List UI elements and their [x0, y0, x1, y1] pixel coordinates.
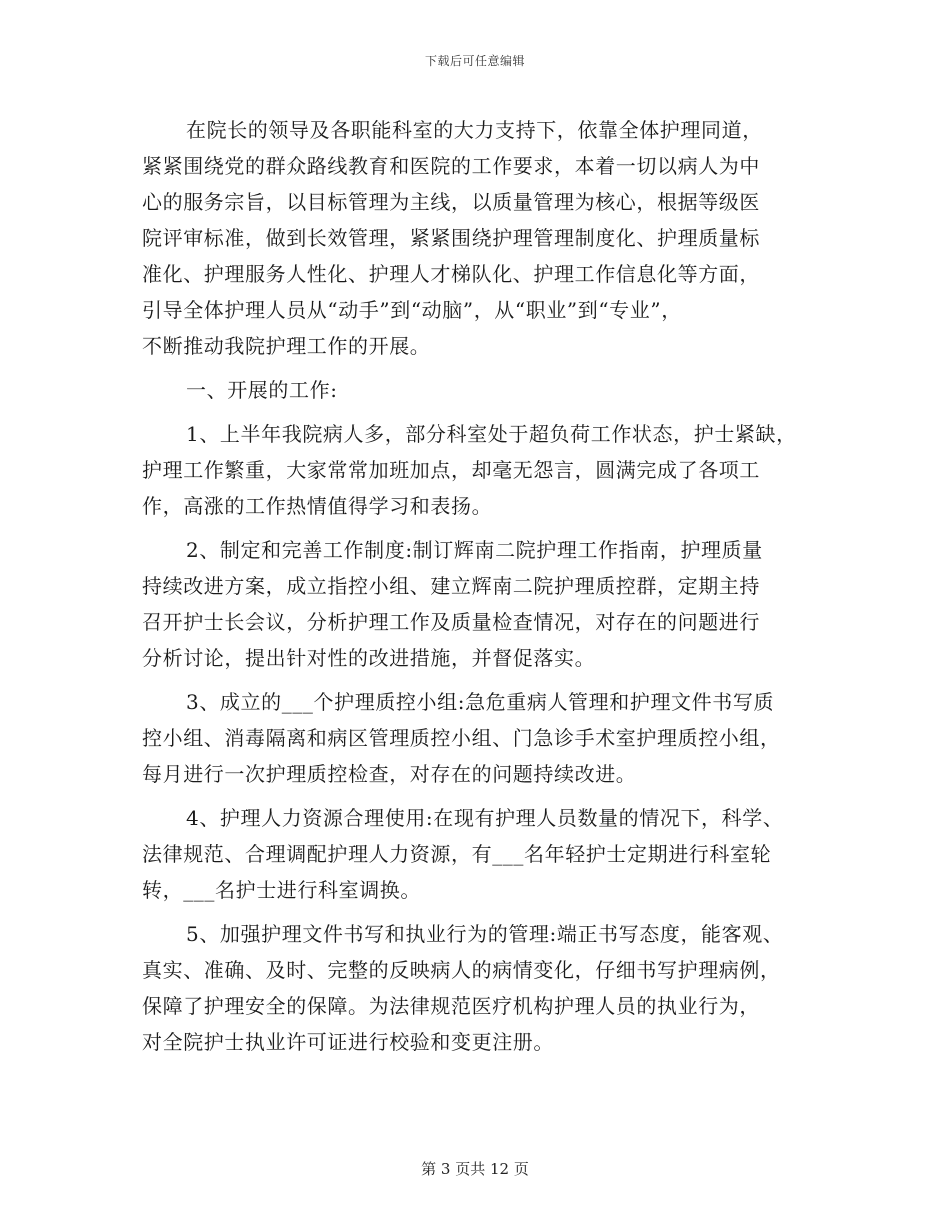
text-line: 转，___名护士进行科室调换。 [142, 878, 421, 902]
paragraph-item-5 [142, 916, 832, 1060]
text-line: 引导全体护理人员从“动手”到“动脑”，从“职业”到“专业”， [142, 298, 682, 322]
text-line: 在院长的领导及各职能科室的大力支持下，依靠全体护理同道， [186, 118, 763, 142]
page-footer: 第 3 页共 12 页 [421, 1160, 529, 1178]
text-line: 作，高涨的工作热情值得学习和表扬。 [142, 494, 493, 518]
section-heading [142, 372, 832, 408]
text-line: 院评审标准，做到长效管理，紧紧围绕护理管理制度化、护理质量标 [142, 226, 760, 250]
paragraph-item-3 [142, 684, 832, 792]
text-line: 控小组、消毒隔离和病区管理质控小组、门急诊手术室护理质控小组， [142, 726, 781, 750]
text-line: 对全院护士执业许可证进行校验和变更注册。 [142, 1030, 554, 1054]
paragraph-item-1 [142, 416, 832, 524]
text-line: 5、加强护理文件书写和执业行为的管理:端正书写态度，能客观、 [186, 922, 784, 946]
text-line: 法律规范、合理调配护理人力资源，有___名年轻护士定期进行科室轮 [142, 842, 772, 866]
paragraph-intro [142, 112, 832, 364]
text-line: 2、制定和完善工作制度:制订辉南二院护理工作指南，护理质量 [186, 538, 763, 562]
paragraph-item-2 [142, 532, 832, 676]
text-line: 1、上半年我院病人多，部分科室处于超负荷工作状态，护士紧缺， [186, 422, 797, 446]
text-line: 真实、准确、及时、完整的反映病人的病情变化，仔细书写护理病例， [142, 958, 781, 982]
text-line: 4、护理人力资源合理使用:在现有护理人员数量的情况下，科学、 [186, 806, 784, 830]
text-line: 保障了护理安全的保障。为法律规范医疗机构护理人员的执业行为， [142, 994, 760, 1018]
text-line: 不断推动我院护理工作的开展。 [142, 334, 431, 358]
paragraph-item-4 [142, 800, 832, 908]
text-line: 3、成立的___个护理质控小组:急危重病人管理和护理文件书写质 [186, 690, 775, 714]
heading-line: 一、开展的工作: [186, 378, 338, 402]
text-line: 准化、护理服务人性化、护理人才梯队化、护理工作信息化等方面， [142, 262, 760, 286]
document-body [142, 112, 832, 1060]
text-line: 护理工作繁重，大家常常加班加点，却毫无怨言，圆满完成了各项工 [142, 458, 760, 482]
text-line: 持续改进方案，成立指控小组、建立辉南二院护理质控群，定期主持 [142, 574, 760, 598]
text-line: 召开护士长会议，分析护理工作及质量检查情况，对存在的问题进行 [142, 610, 760, 634]
text-line: 紧紧围绕党的群众路线教育和医院的工作要求，本着一切以病人为中 [142, 154, 760, 178]
text-line: 分析讨论，提出针对性的改进措施，并督促落实。 [142, 646, 596, 670]
page-header: 下载后可任意编辑 [424, 54, 525, 68]
text-line: 心的服务宗旨，以目标管理为主线，以质量管理为核心，根据等级医 [142, 190, 760, 214]
text-line: 每月进行一次护理质控检查，对存在的问题持续改进。 [142, 762, 637, 786]
